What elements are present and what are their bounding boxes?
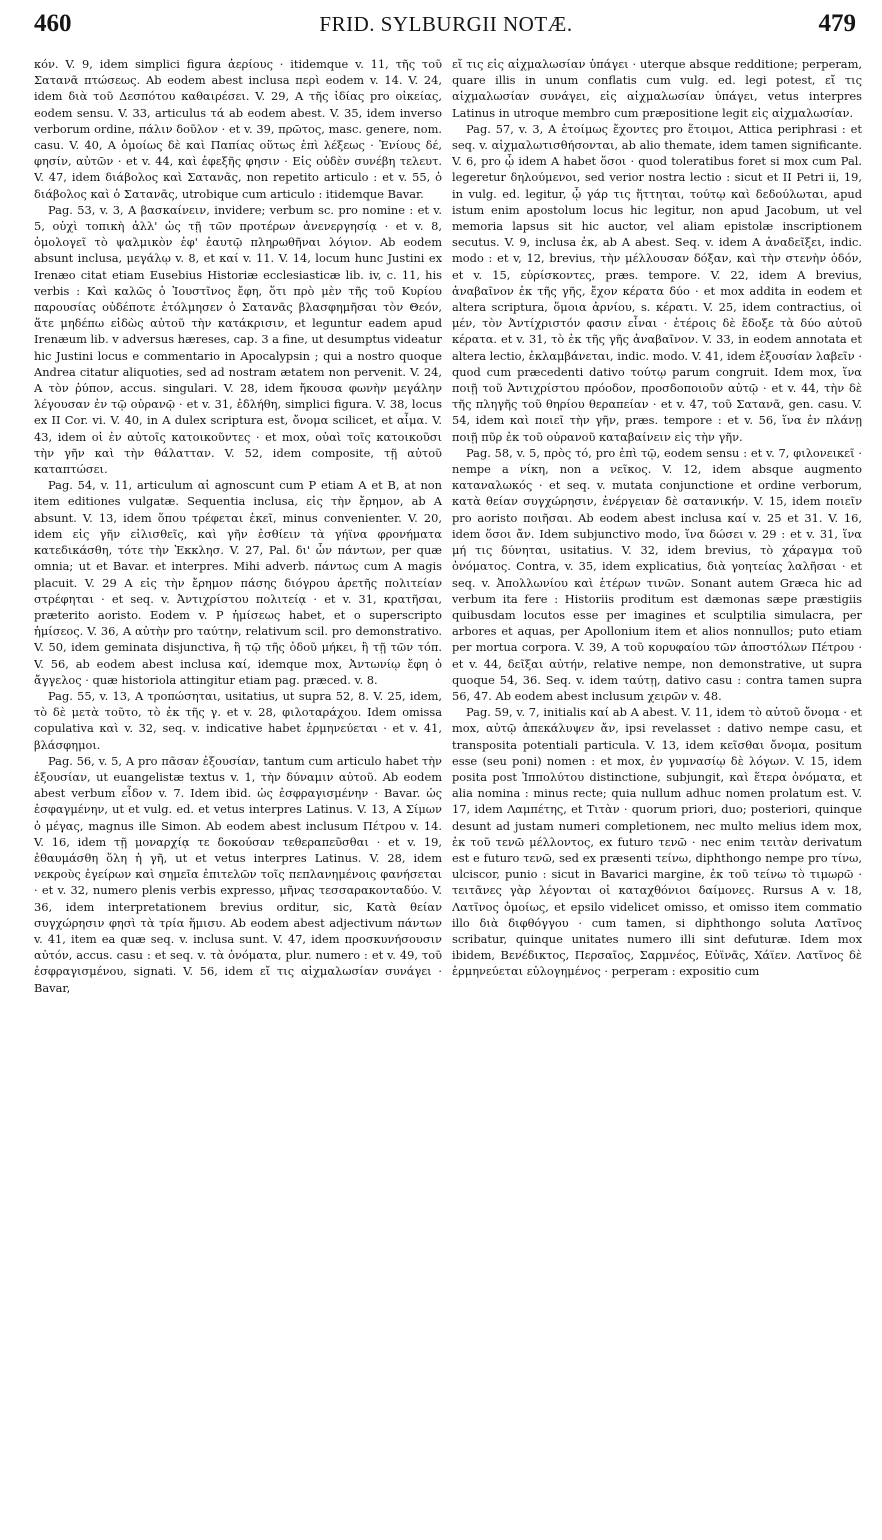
page-number-right: 479 [818, 10, 856, 37]
right-paragraph: εἴ τις εἰς αἰχμαλωσίαν ὑπάγει · uterque absque redditione; perperam, quare illis in unum conflatis cum vulg. ed. legi potest, εἴ τις αἰχμαλωσίαν συνάγει, εἰς αἰχμαλωσίαν ὑπάγει, vetus interpres Latinus in utroque membro cum præpositione legit εἰς αἰχμαλωσίαν. [452, 57, 862, 120]
right-paragraph: Pag. 59, v. 7, initialis καί ab A abest. V. 11, idem τὸ αὐτοῦ ὄνομα · et mox, αὐτῷ ἀπεκάλυψεν ἄν, ipsi revelasset : dativo nempe casu, et transposita potentiali particula. V. 13, idem κεῖσθαι ὄνομα, positum esse (seu poni) nomen : et mox, ἐν γυμνασίῳ δὲ λόγων. V. 15, idem posita post Ἱππολύτου distinctione, subjungit, καὶ ἕτερα ὀνόματα, et alia nomina : minus recte; quia nullum adhuc nomen prolatum est. V. 17, idem Λαμπέτης, et Τιτὰν · quorum priori, duo; posteriori, quinque desunt ad justam numeri completionem, nec multo melius idem mox, ἐκ τοῦ τενῶ μέλλοντος, ex futuro τενῶ · nec enim τειτὰν derivatum est e futuro τενῶ, sed ex præsenti τείνω, diphthongo nempe pro τίνω, ulciscor, punio : sicut in Bavarici margine, ἐκ τοῦ τείνω τὸ τιμωρῶ · τειτᾶνες γὰρ λέγονται οἱ καταχθόνιοι δαίμονες. Rursus A v. 18, Λατῖνος ὁμοίως, et epsilo videlicet omisso, et omisso item commatio illo διὰ διφθόγγου · cum tamen, si diphthongo soluta Λατῖνος scribatur, quinque unitates numero illi sint defuturæ. Idem mox ibidem, Βενέδικτος, Περσαῖος, Σαρμνέος, Εὐϊνᾶς, Χάϊεν. Λατῖνος δὲ ἑρμηνεύεται εὐλογημένος · perperam : expositio cum [452, 705, 862, 979]
right-paragraph: Pag. 57, v. 3, A ἑτοίμως ἔχοντες pro ἕτοιμοι, Attica periphrasi : et seq. v. αἰχμαλωτισθήσονται, ab alio themate, idem tamen significante. V. 6, pro ᾧ idem A habet ὅσοι · quod toleratibus foret si mox cum Pal. legeretur δηλούμενοι, sed verior nostra lectio : sicut et II Petri ii, 19, in vulg. ed. legitur, ᾧ γάρ τις ἥττηται, τούτῳ καὶ δεδούλωται, apud istum enim apostolum locus hic legitur, non apud Jacobum, ut vel memoria lapsus sit hic auctor, vel aliam epistolæ inscriptionem secutus. V. 9, inclusa ἐκ, ab A abest. Seq. v. idem A ἀναδεῖξει, indic. modo : et v, 12, brevius, τὴν μέλλουσαν δόξαν, καὶ τὴν στενὴν ὁδόν, et v. 15, εὑρίσκοντες, præs. tempore. V. 22, idem A brevius, ἀναβαῖνον ἐκ τῆς γῆς, ἔχον κέρατα δύο · et mox addita in eodem et altera scriptura, ὅμοια ἀρνίου, s. κέρατι. V. 25, idem contractius, οἱ μέν, τὸν Ἀντίχριστόν φασιν εἶναι · ἑτέροις δὲ ἔδοξε τὰ δύο αὐτοῦ κέρατα. et v. 31, τὸ ἐκ τῆς γῆς ἀναβαῖνον. V. 33, in eodem annotata et altera lectio, ἐκλαμβάνεται, indic. modo. V. 41, idem ἐξουσίαν λαβεῖν · quod cum præcedenti dativo τούτῳ parum congruit. Idem mox, ἵνα ποιῇ τοῦ Ἀντιχρίστου πρόοδον, προσδοποιοῦν αὐτῷ · et v. 44, τὴν δὲ τῆς πληγῆς τοῦ θηρίου θεραπείαν · et v. 47, τοῦ Σατανᾶ, gen. casu. V. 54, idem καὶ ποιεῖ τὴν γῆν, præs. tempore : et v. 56, ἵνα ἐν πλάνῃ ποιῇ πῦρ ἐκ τοῦ οὐρανοῦ καταβαίνειν εἰς τὴν γῆν. [452, 121, 862, 444]
left-paragraph: Pag. 54, v. 11, articulum αἱ agnoscunt cum P etiam A et B, at non item editiones vulgatæ. Sequentia inclusa, εἰς τὴν ἔρημον, ab A absunt. V. 13, idem ὅπου τρέφεται ἐκεῖ, minus convenienter. V. 20, idem εἰς γῆν εἰλισθεῖς, καὶ γῆν ἐσθίειν τὰ γήϊνα φρονήματα κατεδικάσθη, τότε τὴν Ἐκκλησ. V. 27, Pal. δι' ὧν πάντων, per quæ omnia; ut et Bavar. et interpres. Mihi adverb. πάντως cum A magis placuit. V. 29 A εἰς τὴν ἔρημον πάσης διόγρου ἀρετῆς πολιτείαν στρέφηται · et seq. v. Ἀντιχρίστου πολιτείᾳ · et v. 31, κρατῆσαι, præterito aoristo. Eodem v. P ἡμίσεως habet, et o superscripto ἡμίσεος. V. 36, A αὐτὴν pro ταύτην, relativum scil. pro demonstrativo. V. 50, idem geminata disjunctiva, ἢ τῷ τῆς ὁδοῦ μήκει, ἢ τῇ τῶν τόπ. V. 56, ab eodem abest inclusa καί, idemque mox, Ἀντωνίῳ ἔφη ὁ ἄγγελος · quæ historiola attingitur etiam pag. præced. v. 8. [34, 478, 442, 687]
right-paragraph: Pag. 58, v. 5, πρὸς τό, pro ἐπὶ τῷ, eodem sensu : et v. 7, φιλονεικεῖ · nempe a νίκη, non a νεῖκος. V. 12, idem absque augmento καταναλωκός · et seq. v. mutata conjunctione et ordine verborum, κατὰ θείαν συγχώρησιν, ἐνέργειαν δὲ σατανικήν. V. 15, idem ποιεῖν pro aoristo ποιῆσαι. Ab eodem abest inclusa καί v. 25 et 31. V. 16, idem ὅσοι ἄν. Idem subjunctivo modo, ἵνα δώσει v. 29 : et v. 31, ἵνα μή τις δύνηται, usitatius. V. 32, idem brevius, τὸ χάραγμα τοῦ ὀνόματος. Contra, v. 35, idem explicatius, διὰ γοητείας λαλῆσαι · et seq. v. Ἀπολλωνίου καὶ ἑτέρων τινῶν. Sonant autem Græca hic ad verbum ita fere : Historiis proditum est dæmonas sæpe præstigiis quibusdam locutos esse per imagines et sculptilia simulacra, per arbores et aquas, per Apollonium item et alios nonnullos; puto etiam per mortua corpora. V. 39, A τοῦ κορυφαίου τῶν ἀποστόλων Πέτρου · et v. 44, δεῖξαι αὐτήν, relative nempe, non demonstrative, ut supra quoque 54, 36. Seq. v. idem ταύτῃ, dativo casu : contra tamen supra 56, 47. Ab eodem abest inclusum χειρῶν v. 48. [452, 445, 862, 703]
left-paragraph: κόν. V. 9, idem simplici figura ἀερίους · itidemque v. 11, τῆς τοῦ Σατανᾶ πτώσεως. Ab eodem abest inclusa περὶ eodem v. 14. V. 24, idem διὰ τοῦ Δεσπότου καθαιρέσει. V. 29, A τῆς ἰδίας pro οἰκείας, eodem sensu. V. 33, articulus τά ab eodem abest. V. 35, idem inverso verborum ordine, πάλιν δοῦλον · et v. 39, πρῶτος, masc. genere, nom. casu. V. 40, A ὁμοίως δὲ καὶ Παπίας οὕτως ἐπὶ λέξεως · Ἐνίους δέ, φησίν, αὐτῶν · et v. 44, καὶ ἐφεξῆς φησιν · Εἰς οὐδὲν συνέβη τελευτ. V. 47, idem διάβολος καὶ Σατανᾶς, non repetito articulo : et v. 55, ὁ διάβολος καὶ ὁ Σατανᾶς, utrobique cum articulo : itidemque Bavar. [34, 57, 442, 201]
left-column [34, 56, 442, 1526]
right-column [452, 56, 862, 1526]
running-title: FRID. SYLBURGII NOTÆ. [319, 12, 573, 36]
left-paragraph: Pag. 56, v. 5, A pro πᾶσαν ἐξουσίαν, tantum cum articulo habet τὴν ἐξουσίαν, ut euangelistæ textus v. 1, τὴν δύναμιν αὐτοῦ. Ab eodem abest verbum εἶδον v. 7. Idem ibid. ὡς ἐσφραγισμένην · Bavar. ὡς ἐσφαγμένην, ut et vulg. ed. et vetus interpres Latinus. V. 13, A Σίμων ὁ μέγας, magnus ille Simon. Ab eodem abest inclusum Πέτρου v. 14. V. 16, idem τῇ μοναρχίᾳ τε δοκούσαν τεθεραπεῦσθαι · et v. 19, ἐθαυμάσθη ὅλη ἡ γῆ, ut et vetus interpres Latinus. V. 28, idem νεκροὺς ἐγείρων καὶ σημεῖα ἐπιτελῶν τοῖς πεπλανημένοις φανήσεται · et v. 32, numero plenis verbis expresso, μῆνας τεσσαρακονταδύο. V. 36, idem interpretationem brevius orditur, sic, Κατὰ θείαν συγχώρησιν φησὶ τὰ τρία ἥμισυ. Ab eodem abest adjectivum πάντων v. 41, item ea quæ seq. v. inclusa sunt. V. 47, idem προσκυνήσουσιν αὐτόν, accus. casu : et seq. v. τὰ ὀνόματα, plur. numero : et v. 49, τοῦ ἐσφραγισμένου, signati. V. 56, idem εἴ τις αἰχμαλωσίαν συνάγει · Bavar, [34, 753, 442, 995]
left-paragraph: Pag. 53, v. 3, A βασκαίνειν, invidere; verbum sc. pro nomine : et v. 5, οὐχὶ τοπικὴ ἀλλ' ὡς τῇ τῶν προτέρων ἀνενεργησίᾳ · et v. 8, ὁμολογεῖ τὸ ψαλμικὸν ἐφ' ἑαυτῷ πληρωθῆναι λόγιον. Ab eodem absunt inclusa, μεγάλῳ v. 8, et καί v. 11. V. 14, locum hunc Justini ex Irenæo citat etiam Eusebius Historiæ ecclesiasticæ lib. iv, c. 11, his verbis : Καὶ καλῶς ὁ Ἰουστῖνος ἔφη, ὅτι πρὸ μὲν τῆς τοῦ Κυρίου παρουσίας οὐδέποτε ἐτόλμησεν ὁ Σατανᾶς βλασφημῆσαι τὸν Θεόν, ἅτε μηδέπω εἰδὼς αὐτοῦ τὴν κατάκρισιν, et leguntur eadem apud Irenæum lib. v adversus hæreses, cap. 3 a fine, ut desumptus videatur hic Justini locus e commentario in Apocalypsin ; qui a nostro quoque Andrea citatur aliquoties, sed ad nostram ætatem non pervenit. V. 24, A τὸν ῥύπον, accus. singulari. V. 28, idem ἤκουσα φωνὴν μεγάλην λέγουσαν ἐν τῷ οὐρανῷ · et v. 31, ἐδλήθη, simplici figura. V. 38, locus ex II Cor. vi. V. 40, in A dulex scriptura est, ὄνομα scilicet, et αἷμα. V. 43, idem οἱ ἐν αὐτοῖς κατοικοῦντες · et mox, οὐαὶ τοῖς κατοικοῦσι τὴν γῆν καὶ τὴν θάλατταν. V. 52, idem composite, τῇ αὐτοῦ καταπτώσει. [34, 202, 442, 477]
page-number-left: 460 [34, 10, 72, 37]
left-paragraph: Pag. 55, v. 13, A τροπώσηται, usitatius, ut supra 52, 8. V. 25, idem, τὸ δὲ μετὰ τοῦτο, τὸ ἐκ τῆς γ. et v. 28, φιλοταράχου. Idem omissa copulativa καὶ v. 32, seq. v. indicative habet ἑρμηνεύεται · et v. 41, βλάσφημοι. [34, 688, 442, 752]
page-header [32, 8, 860, 50]
